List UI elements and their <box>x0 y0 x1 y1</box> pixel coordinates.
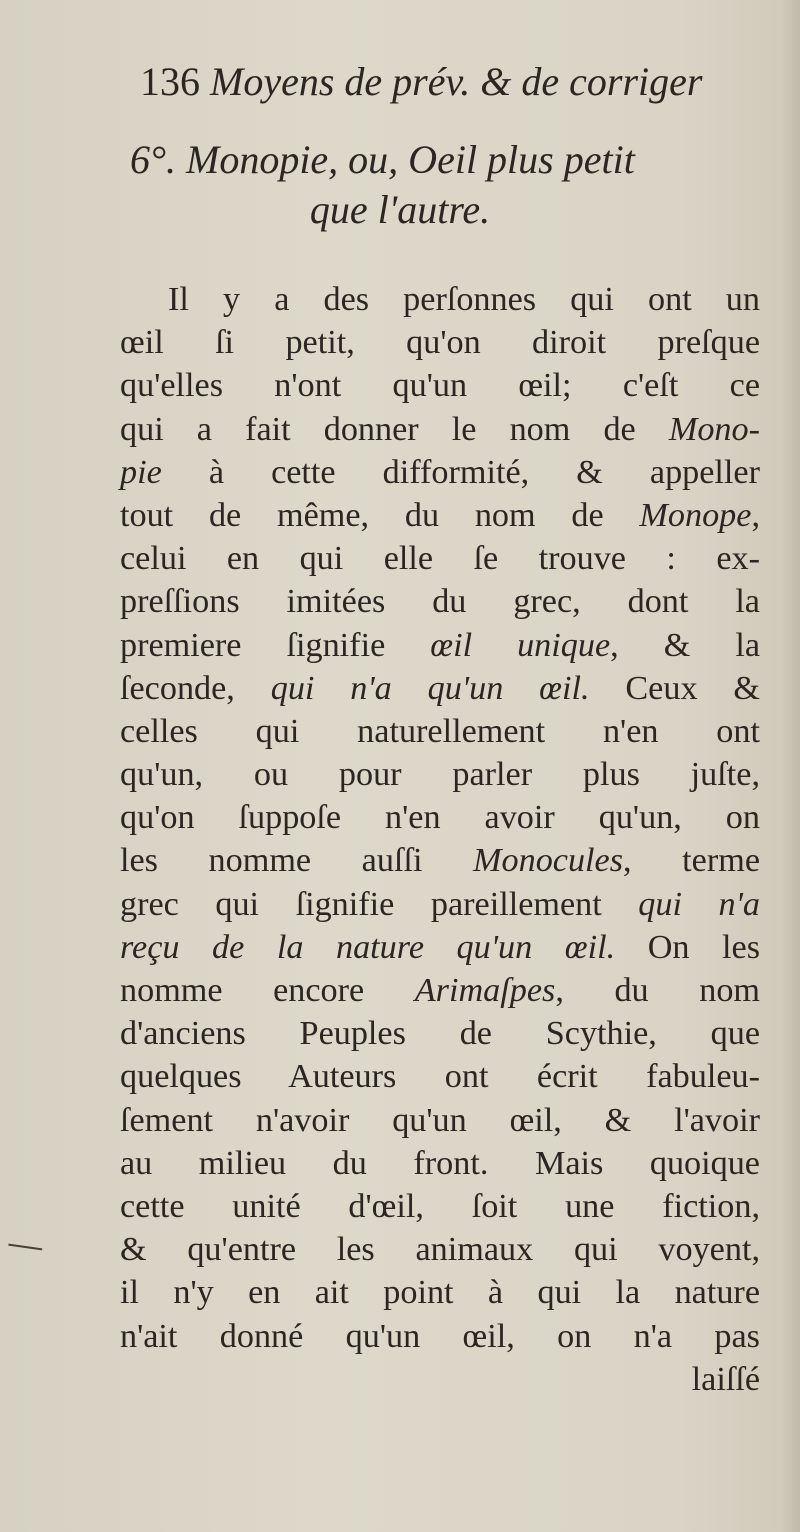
text-segment: n'ait donné qu'un œil, on n'a pas <box>120 1317 760 1355</box>
text-line <box>120 1228 760 1271</box>
text-line <box>120 1099 760 1142</box>
text-segment: œil ſi petit, qu'on diroit preſque <box>120 324 760 362</box>
text-line <box>120 364 760 407</box>
text-line <box>120 1358 760 1401</box>
text-line <box>120 624 760 667</box>
text-line <box>120 1185 760 1228</box>
text-segment: ſement n'avoir qu'un œil, & l'avoir <box>120 1101 760 1139</box>
text-segment: , du nom <box>555 972 761 1009</box>
text-line <box>120 1012 760 1055</box>
text-line <box>120 883 760 926</box>
text-segment: tout de même, du nom de <box>120 496 640 534</box>
text-segment: quelques Auteurs ont écrit fabuleu- <box>120 1058 760 1096</box>
text-segment: celui en qui elle ſe trouve : ex- <box>120 540 760 578</box>
italic-segment: Arimaſpes <box>414 972 556 1009</box>
text-line <box>120 926 760 969</box>
text-line <box>120 494 760 537</box>
text-line <box>120 969 760 1012</box>
text-line <box>120 278 760 321</box>
margin-pen-mark <box>8 1244 43 1255</box>
text-line <box>120 537 760 580</box>
text-segment: laiſſé <box>691 1360 760 1398</box>
text-segment: , <box>751 496 760 534</box>
text-line <box>120 1055 760 1098</box>
text-line <box>120 839 760 882</box>
text-segment: d'anciens Peuples de Scythie, que <box>120 1015 760 1053</box>
text-line <box>120 1142 760 1185</box>
section-title-line-1: 6°. Monopie, ou, Oeil plus petit <box>130 137 635 182</box>
italic-segment: qui n'a qu'un œil. <box>270 669 590 707</box>
text-segment: , & la <box>610 626 760 664</box>
text-line <box>120 667 760 710</box>
running-title: Moyens de prév. & de corriger <box>210 59 703 104</box>
text-segment: les nomme auſſi <box>120 842 474 880</box>
text-segment: au milieu du front. Mais quoique <box>120 1144 760 1182</box>
section-title-line-2: que l'autre. <box>309 187 491 232</box>
text-segment: grec qui ſignifie pareillement <box>120 885 639 923</box>
text-segment: preſſions imitées du grec, dont la <box>120 583 760 621</box>
italic-segment: pie <box>120 453 162 491</box>
text-segment: Il y a des perſonnes qui ont un <box>168 281 760 318</box>
text-line <box>120 753 760 796</box>
italic-segment: Monope <box>639 496 752 534</box>
text-segment: & qu'entre les animaux qui voyent, <box>120 1231 760 1269</box>
italic-segment: œil unique <box>430 626 611 664</box>
text-segment: On les <box>615 928 761 966</box>
page-number: 136 <box>140 59 200 104</box>
text-line <box>120 1315 760 1358</box>
italic-segment: reçu de la nature qu'un œil. <box>120 928 616 966</box>
text-segment: Ceux & <box>589 669 760 707</box>
text-segment: il n'y en ait point à qui la nature <box>120 1274 760 1312</box>
body-text <box>120 278 760 1401</box>
text-line <box>120 408 760 451</box>
text-line <box>120 580 760 623</box>
text-segment: à cette difformité, & appeller <box>161 453 760 491</box>
italic-segment: qui n'a <box>638 885 761 923</box>
text-segment: qu'elles n'ont qu'un œil; c'eſt ce <box>120 367 760 405</box>
italic-segment: Mono- <box>668 410 760 448</box>
text-segment: premiere ſignifie <box>120 626 431 664</box>
text-segment: cette unité d'œil, ſoit une fiction, <box>120 1187 760 1225</box>
text-line <box>120 1271 760 1314</box>
text-line <box>120 796 760 839</box>
running-head <box>140 59 780 104</box>
text-segment: qui a fait donner le nom de <box>120 410 669 448</box>
text-segment: ſeconde, <box>120 669 271 707</box>
text-segment: nomme encore <box>120 972 415 1009</box>
text-segment: qu'un, ou pour parler plus juſte, <box>120 756 760 794</box>
text-segment: , terme <box>623 842 760 880</box>
text-segment: celles qui naturellement n'en ont <box>120 712 760 750</box>
text-line <box>120 451 760 494</box>
italic-segment: Monocules <box>473 842 624 880</box>
text-line <box>120 321 760 364</box>
text-line <box>120 710 760 753</box>
text-segment: qu'on ſuppoſe n'en avoir qu'un, on <box>120 799 760 837</box>
